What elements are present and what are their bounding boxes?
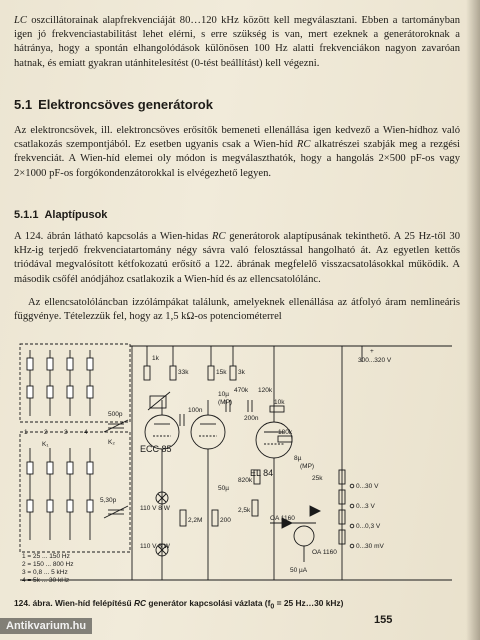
output-30mv-label: 0...30 mV xyxy=(356,543,384,550)
page-number: 155 xyxy=(374,614,393,626)
resistor-120k-label: 120k xyxy=(258,387,273,394)
supply-plus-label: + xyxy=(370,348,374,355)
switch-k2-label: K₂ xyxy=(108,439,115,446)
caption-rc: RC xyxy=(134,598,147,608)
resistor-10k-label: 10k xyxy=(274,399,285,406)
resistor-1k-label: 1k xyxy=(152,355,159,362)
subsection-heading xyxy=(14,209,107,221)
band-2-label: 2 = 150 ... 800 Hz xyxy=(22,561,74,568)
para2-text-b: generátorok alaptípusának tekinthető. A 25 Hz-től 30 kHz-ig terjedő frekvenciatartomány négy sávra való felosztással hangolható át. Az egyetlen kettős triódával megvalósított kétfokozatú erősítő a 122. ábrának megfelelő visszacsatolásokkal működik. A második csőfél anódjához csatlakozik a Wien-híd és az ellencsatolólánc. xyxy=(14,231,460,285)
resistor-180k-label: 180k xyxy=(278,429,293,436)
caption-sub: 0 xyxy=(270,603,275,611)
band-3-label: 3 = 0,8 ... 5 kHz xyxy=(22,569,68,576)
band-1-label: 1 = 25 ... 150 Hz xyxy=(22,553,70,560)
para1-text-a: Az elektroncsövek, ill. elektroncsöves erősítők bemeneti ellenállása igen kedvező a Wien-hídhoz való csatlakozás szempontjából. Ez esetben ugyanis csak a Wien-híd xyxy=(14,125,460,151)
page-edge-shadow xyxy=(466,0,480,640)
figure-caption xyxy=(14,598,343,611)
mp-label-1: (MP) xyxy=(218,399,233,406)
supply-voltage-label: 300...320 V xyxy=(358,357,392,364)
paragraph-2 xyxy=(14,230,460,287)
diode-label-2: OA 1160 xyxy=(312,549,337,556)
tube-el84-label: EL 84 xyxy=(250,468,274,478)
resistor-25k-label: 25k xyxy=(312,475,323,482)
capacitor-50u-label: 50µ xyxy=(218,485,229,492)
para2-rc: RC xyxy=(211,231,226,242)
lamp-label-2: 110 V 8 W xyxy=(140,543,170,550)
bank-label-3: 3 xyxy=(64,429,68,436)
subsection-title: Alaptípusok xyxy=(44,209,108,221)
bank-label-2: 2 xyxy=(44,429,48,436)
intro-paragraph xyxy=(14,14,460,71)
para1-text-b: alkatrészei szabják meg a rezgési frekvenciát. A Wien-híd elemei oly módon is megválaszthatók, hogy a hangolás 2×500 pF-os vagy 2×1000 pF-os forgókondenzátorokkal is elvégezhető legyen. xyxy=(14,139,461,179)
subsection-number: 5.1.1 xyxy=(14,209,39,221)
para2-text-a: A 124. ábrán látható kapcsolás a Wien-hidas xyxy=(14,231,212,242)
circuit-schematic xyxy=(12,340,468,590)
resistor-15k-label: 15k xyxy=(216,369,227,376)
section-heading xyxy=(14,97,213,112)
para1-rc: RC xyxy=(296,139,311,151)
output-30v-label: 0...30 V xyxy=(356,483,379,490)
mp-label-2: (MP) xyxy=(300,463,315,470)
resistor-820k-label: 820k xyxy=(238,477,253,484)
tube-ecc85-label: ECC 85 xyxy=(140,444,172,454)
resistor-2k5-label: 2,5k xyxy=(238,507,251,514)
switch-k1-label: K₁ xyxy=(42,441,49,448)
resistor-2m2-label: 2,2M xyxy=(188,517,203,524)
caption-text-b: generátor kapcsolási vázlata (f xyxy=(146,598,271,608)
section-title: Elektroncsöves generátorok xyxy=(38,97,213,112)
capacitor-10u-label: 10µ xyxy=(218,391,229,398)
capacitor-530p-label: 5,30p xyxy=(100,497,117,504)
capacitor-500p-label: 500p xyxy=(108,411,123,418)
intro-text: oszcillátorainak alapfrekvenciáját 80…120 kHz között kell megválasztani. Ebben a tartományban igen jó frekvenciastabilitást lehet elérni, s erre szükség is van, mert ezeknek a generátoroknak a hátránya, hogy a spontán elhangolódások különösen 100 Hz alatti frekvenciákon nagyon zavaróan hatnak, és emiatt gyakran utánhitelesítést (0-tést beállítást) kell végezni. xyxy=(14,15,460,69)
capacitor-8u-label: 8µ xyxy=(294,455,302,462)
resistor-200-label: 200 xyxy=(220,517,231,524)
output-3v-label: 0...3 V xyxy=(356,503,375,510)
meter-label: 50 µA xyxy=(290,567,308,574)
bank-label-1: 1 xyxy=(24,429,28,436)
resistor-3k-label: 3k xyxy=(238,369,245,376)
paragraph-3: Az ellencsatolóláncban izzólámpákat találunk, amelyeknek ellenállása az átfolyó áram nemlineáris függvénye. Tételezzük fel, hogy az 1,5 kΩ-os potenciométerrel xyxy=(14,297,460,323)
paragraph-1 xyxy=(14,124,460,181)
diode-label-1: OA 1160 xyxy=(270,515,295,522)
capacitor-200n-label: 200n xyxy=(244,415,259,422)
resistor-470k-label: 470k xyxy=(234,387,249,394)
resistor-33k-label: 33k xyxy=(178,369,189,376)
capacitor-100n-label: 100n xyxy=(188,407,203,414)
lamp-label-1: 110 V 8 W xyxy=(140,505,170,512)
band-4-label: 4 = 5k ... 30 kHz xyxy=(22,577,70,584)
intro-lead: LC xyxy=(14,15,27,26)
bank-label-4: 4 xyxy=(84,429,88,436)
caption-text-a: 124. ábra. Wien-híd felépítésű xyxy=(14,598,134,608)
output-03v-label: 0...0,3 V xyxy=(356,523,381,530)
watermark: Antikvarium.hu xyxy=(0,618,92,634)
caption-text-c: = 25 Hz…30 kHz) xyxy=(274,598,344,608)
section-number: 5.1 xyxy=(14,97,33,112)
